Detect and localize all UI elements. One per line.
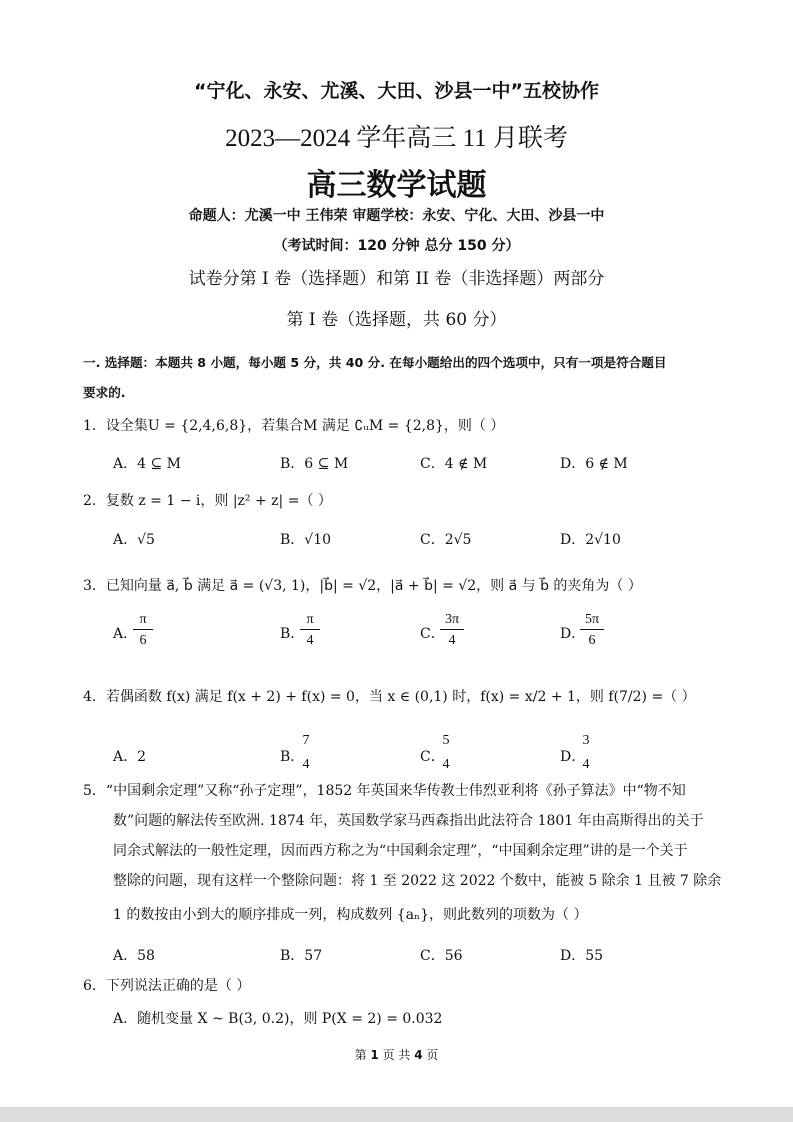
question-5-line4: 整除的问题，现有这样一个整除问题：将 1 至 2022 这 2022 个数中，能被 5 除余 1 且被 7 除余 — [113, 873, 722, 889]
school-collaboration-line: “宁化、永安、尤溪、大田、沙县一中”五校协作 — [194, 80, 599, 102]
fraction-bar — [300, 629, 320, 630]
question-5-line1: 5．“中国剩余定理”又称“孙子定理”，1852 年英国来华传教士伟烈亚利将《孙子算法》中“物不知 — [83, 783, 686, 799]
footer-middle: 页 共 — [378, 1048, 415, 1062]
question-5-line3: 同余式解法的一般性定理，因而西方称之为“中国剩余定理”，“中国剩余定理”讲的是一个关于 — [113, 843, 688, 859]
question-1-option-d: D．6 ∉ M — [560, 456, 628, 472]
question-3-option-d-numerator: 5π — [584, 612, 600, 627]
question-4-option-b-denominator: 4 — [302, 757, 310, 772]
question-1-option-b: B．6 ⊆ M — [280, 456, 349, 472]
fraction-bar — [133, 629, 153, 630]
question-2-option-c: C．2√5 — [420, 532, 472, 548]
question-3-option-a-denominator: 6 — [139, 633, 147, 648]
question-3-option-b-label: B． — [280, 626, 305, 642]
question-3-option-b-numerator: π — [306, 612, 314, 627]
question-4-option-d-denominator: 4 — [582, 757, 590, 772]
question-5-line2: 数”问题的解法传至欧洲. 1874 年，英国数学家马西森指出此法符合 1801 年由高斯得出的关于 — [113, 813, 704, 829]
question-6-text: 6．下列说法正确的是（ ） — [83, 978, 251, 994]
question-5-option-d: D．55 — [560, 948, 604, 964]
question-3-option-d-denominator: 6 — [588, 633, 596, 648]
question-3-option-d-label: D． — [560, 626, 586, 642]
question-4-option-d-label: D． — [560, 749, 586, 765]
page-footer — [0, 1046, 793, 1063]
exam-year-line: 2023—2024 学年高三 11 月联考 — [225, 125, 568, 152]
section-instructions-line2: 要求的. — [83, 385, 126, 400]
question-3-option-a-numerator: π — [139, 612, 147, 627]
footer-prefix: 第 — [354, 1048, 371, 1062]
question-1-text: 1．设全集U = {2,4,6,8}，若集合M 满足 ∁ᵤM = {2,8}，则（ ） — [83, 418, 505, 434]
question-3-text: 3．已知向量 a⃗, b⃗ 满足 a⃗ = (√3, 1)，|b⃗| = √2，|a⃗ + b⃗| = √2，则 a⃗ 与 b⃗ 的夹角为（ ） — [83, 578, 642, 594]
exam-time-line: （考试时间：120 分钟 总分 150 分） — [273, 238, 520, 254]
question-4-option-c-numerator: 5 — [442, 733, 450, 748]
question-2-option-b: B．√10 — [280, 532, 332, 548]
question-3-option-b-denominator: 4 — [306, 633, 314, 648]
section-instructions-line1: 一. 选择题：本题共 8 小题，每小题 5 分，共 40 分. 在每小题给出的四个选项中，只有一项是符合题目 — [83, 355, 667, 370]
question-3-option-a-label: A． — [113, 626, 138, 642]
authors-line: 命题人：尤溪一中 王伟荣 审题学校：永安、宁化、大田、沙县一中 — [188, 208, 605, 224]
question-5-option-b: B．57 — [280, 948, 323, 964]
question-3-option-c-denominator: 4 — [448, 633, 456, 648]
question-2-text: 2．复数 z = 1 − i，则 |z² + z| =（ ） — [83, 493, 332, 509]
question-1-option-a: A．4 ⊆ M — [113, 456, 181, 472]
question-5-line5: 1 的数按由小到大的顺序排成一列，构成数列 {aₙ}，则此数列的项数为（ ） — [113, 907, 588, 923]
question-4-option-c-label: C． — [420, 749, 445, 765]
fraction-bar — [580, 629, 604, 630]
fraction-bar — [440, 629, 464, 630]
question-5-option-c: C．56 — [420, 948, 463, 964]
question-6-option-a: A．随机变量 X ~ B(3, 0.2)，则 P(X = 2) = 0.032 — [113, 1011, 443, 1027]
question-4-text: 4．若偶函数 f(x) 满足 f(x + 2) + f(x) = 0，当 x ∈ (0,1) 时，f(x) = x/2 + 1，则 f(7/2) =（ ） — [83, 689, 696, 705]
bottom-scroll-bar — [0, 1107, 793, 1122]
question-3-option-c-numerator: 3π — [444, 612, 460, 627]
exam-title: 高三数学试题 — [306, 168, 487, 203]
question-4-option-b-label: B． — [280, 749, 305, 765]
question-5-option-a: A．58 — [113, 948, 155, 964]
question-2-option-a: A．√5 — [113, 532, 155, 548]
question-1-option-c: C．4 ∉ M — [420, 456, 488, 472]
question-4-option-d-numerator: 3 — [582, 733, 590, 748]
footer-page-number: 1 — [370, 1048, 379, 1062]
footer-total-pages: 4 — [414, 1048, 423, 1062]
part-one-heading: 第 I 卷（选择题，共 60 分） — [286, 310, 507, 330]
question-3-option-c-label: C． — [420, 626, 445, 642]
question-4-option-c-denominator: 4 — [442, 757, 450, 772]
question-4-option-b-numerator: 7 — [302, 733, 310, 748]
footer-suffix: 页 — [422, 1048, 439, 1062]
question-2-option-d: D．2√10 — [560, 532, 621, 548]
paper-composition-line: 试卷分第 I 卷（选择题）和第 II 卷（非选择题）两部分 — [188, 269, 605, 289]
question-4-option-a: A．2 — [113, 749, 147, 765]
